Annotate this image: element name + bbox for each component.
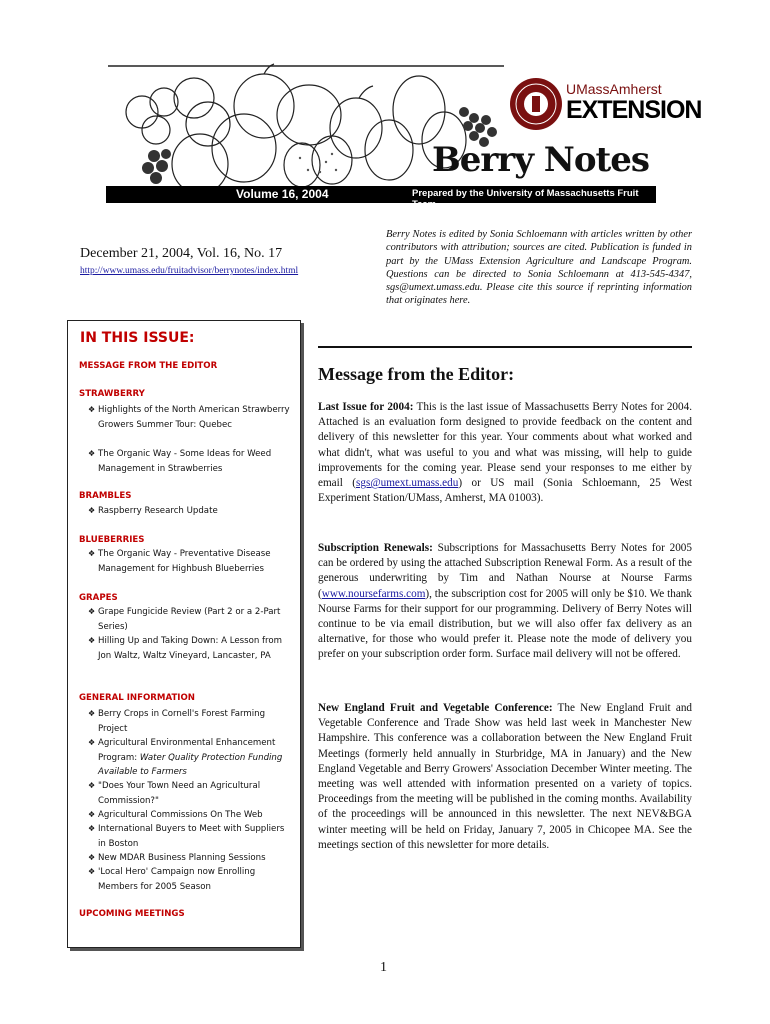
toc-item[interactable]: ❖ New MDAR Business Planning Sessions: [88, 851, 294, 866]
toc-meetings-heading[interactable]: UPCOMING MEETINGS: [79, 909, 185, 919]
page-number: 1: [380, 960, 387, 975]
diamond-bullet-icon: ❖: [88, 607, 96, 616]
issue-url-link[interactable]: http://www.umass.edu/fruitadvisor/berrynotes/index.html: [80, 266, 299, 276]
extension-logo-text: EXTENSION: [566, 96, 702, 124]
paragraph-subscription: Subscription Renewals: Subscriptions for Massachusetts Berry Notes for 2005 can be ordered by using the attached Subscription Renewal Form. As a result of the generous underwriting by Tim and Nathan Nourse at Nourse Farms (www.noursefarms.com), the subscription cost for 2005 will only be $10. We thank Nourse Farms for their support for our programming. Delivery of Berry Notes will continue to be via email distribution, but we will also offer fax delivery as an alternative, for those who would prefer it. Please note the mode of delivery you prefer on your subscription order form. Surface mail delivery will not be offered.: [318, 542, 692, 661]
paragraph-lead: New England Fruit and Vegetable Conference:: [318, 702, 553, 714]
issue-date: December 21, 2004, Vol. 16, No. 17: [80, 246, 283, 261]
volume-label: Volume 16, 2004: [236, 187, 329, 201]
editor-note: Berry Notes is edited by Sonia Schloemann with articles written by other contributors with attribution; sources are cited. Publication is funded in part by the UMass Extension Agriculture and Landscape Program. Questions can be directed to Sonia Schloemann at 413-545-4347, sgs@umext.umass.edu. Please cite this source if reprinting information that originates here.: [386, 229, 692, 307]
diamond-bullet-icon: ❖: [88, 636, 96, 645]
toc-item[interactable]: ❖ Highlights of the North American Strawberry Growers Summer Tour: Quebec: [88, 405, 290, 430]
diamond-bullet-icon: ❖: [88, 867, 96, 876]
umass-amherst-logo-text: UMassAmherst: [566, 81, 662, 97]
newsletter-title: Berry Notes: [432, 140, 650, 180]
article-title: Message from the Editor:: [318, 364, 515, 384]
diamond-bullet-icon: ❖: [88, 853, 96, 862]
toc-item[interactable]: ❖ "Does Your Town Need an Agricultural Commission?": [88, 781, 261, 806]
diamond-bullet-icon: ❖: [88, 506, 96, 515]
volume-bar: [106, 186, 656, 210]
nourse-farms-link[interactable]: www.noursefarms.com: [321, 587, 426, 600]
paragraph-conference: New England Fruit and Vegetable Conference: The New England Fruit and Vegetable Conference and Trade Show was held last week in Manchester New Hampshire. This conference was a collaboration between the New England Fruit Meetings (formerly held annually in Sturbridge, MA in January) and the New England Vegetable and Berry Growers' Association December Winter meeting. The meeting was well attended with information presented on a variety of topics. Proceedings from the meeting will be published in the coming months. Availability of the proceedings will be announced in this newsletter. The next NEV&BGA winter meeting will be held on Friday, January 7, 2005 in Chicopee MA. See the meetings section of this newsletter for more details.: [318, 702, 693, 851]
toc-general-heading[interactable]: GENERAL INFORMATION: [79, 693, 195, 703]
diamond-bullet-icon: ❖: [88, 405, 96, 414]
diamond-bullet-icon: ❖: [88, 781, 96, 790]
toc-item[interactable]: ❖ Agricultural Environmental Enhancement Program: Water Quality Protection Funding Available to Farmers: [88, 738, 283, 777]
toc-item[interactable]: ❖ Berry Crops in Cornell's Forest Farming Project: [88, 709, 266, 734]
toc-brambles-heading[interactable]: BRAMBLES: [79, 491, 132, 501]
toc-item[interactable]: ❖ Agricultural Commissions On The Web: [88, 808, 294, 823]
divider: [318, 346, 692, 348]
diamond-bullet-icon: ❖: [88, 738, 96, 747]
paragraph-lead: Subscription Renewals:: [318, 542, 433, 554]
toc-item[interactable]: ❖ Grape Fungicide Review (Part 2 or a 2-Part Series): [88, 607, 281, 632]
paragraph-last-issue: Last Issue for 2004: This is the last issue of Massachusetts Berry Notes for 2004. Attached is an evaluation form designed to provide feedback on the content and delivery of this newsletter for this year. Your comments about what worked and what didn't, what was useful to you and what was missing, will help to guide improvements for the coming year. Please send your responses to me either by email (sgs@umext.umass.edu) or US mail (Sonia Schloemann, 25 West Experiment Station/UMass, Amherst, MA 01003).: [318, 401, 692, 505]
diamond-bullet-icon: ❖: [88, 824, 96, 833]
toc-item[interactable]: ❖ International Buyers to Meet with Suppliers in Boston: [88, 824, 285, 849]
diamond-bullet-icon: ❖: [88, 549, 96, 558]
diamond-bullet-icon: ❖: [88, 709, 96, 718]
toc-grapes-heading[interactable]: GRAPES: [79, 593, 118, 603]
paragraph-lead: Last Issue for 2004:: [318, 401, 414, 413]
toc-blueberries-heading[interactable]: BLUEBERRIES: [79, 535, 145, 545]
toc-item[interactable]: ❖ Raspberry Research Update: [88, 504, 294, 519]
toc-item[interactable]: ❖ The Organic Way - Some Ideas for Weed Management in Strawberries: [88, 449, 272, 474]
toc-item[interactable]: ❖ The Organic Way - Preventative Disease Management for Highbush Blueberries: [88, 549, 271, 574]
email-link[interactable]: sgs@umext.umass.edu: [356, 477, 459, 490]
prepared-by: Prepared by the University of Massachusetts Fruit Team: [412, 188, 639, 210]
umass-seal-icon: [510, 78, 562, 130]
diamond-bullet-icon: ❖: [88, 449, 96, 458]
in-this-issue-heading: IN THIS ISSUE:: [80, 330, 195, 346]
toc-item[interactable]: ❖ 'Local Hero' Campaign now Enrolling Members for 2005 Season: [88, 867, 256, 892]
toc-item[interactable]: ❖ Hilling Up and Taking Down: A Lesson from Jon Waltz, Waltz Vineyard, Lancaster, PA: [88, 636, 283, 661]
toc-strawberry-heading[interactable]: STRAWBERRY: [79, 389, 145, 399]
diamond-bullet-icon: ❖: [88, 810, 96, 819]
toc-message-link[interactable]: MESSAGE FROM THE EDITOR: [79, 361, 218, 371]
in-this-issue-box: [67, 320, 301, 948]
